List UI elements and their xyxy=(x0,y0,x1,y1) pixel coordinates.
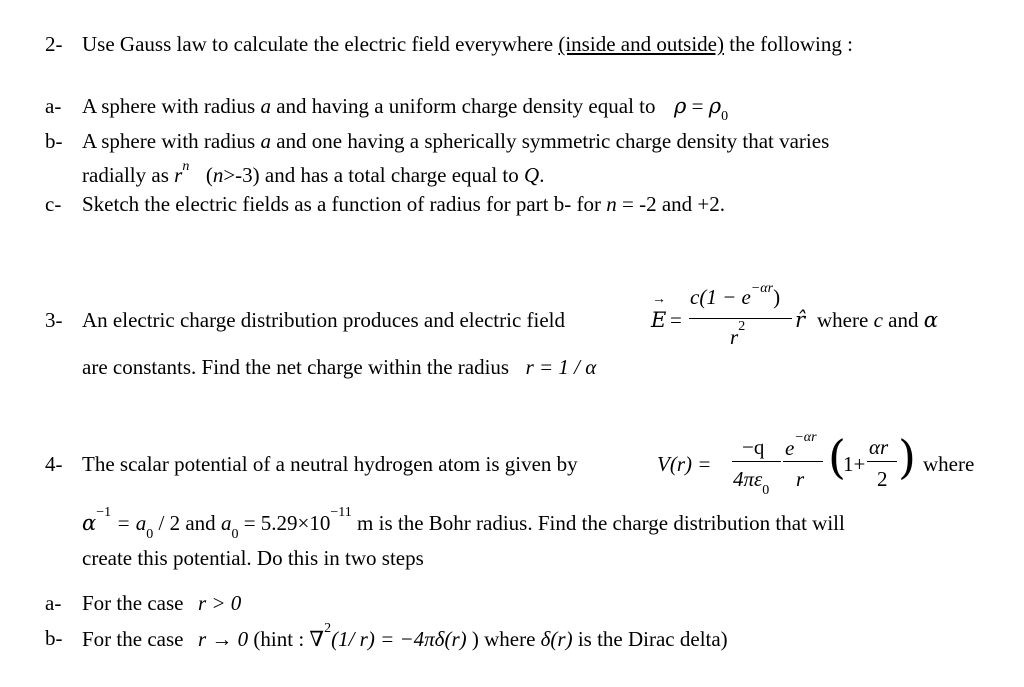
field-numerator-exp: −αr xyxy=(750,281,774,296)
field-numerator-close: ) xyxy=(773,285,781,309)
question-4b-formula: r → 0 xyxy=(197,627,249,651)
question-2-number: 2- xyxy=(45,32,63,56)
field-numerator xyxy=(690,281,781,309)
where-word: where xyxy=(817,308,869,332)
question-3-where xyxy=(817,310,938,331)
question-2b-line-2-text: radially as xyxy=(82,163,169,187)
rho-zero-symbol: ρ xyxy=(708,94,722,118)
question-4-text: The scalar potential of a neutral hydrogen atom is given by xyxy=(82,452,578,476)
alpha-constant: α xyxy=(923,308,938,332)
question-2b-marker: b- xyxy=(45,129,63,153)
question-2-intro-text-a: Use Gauss law to calculate the electric field everywhere xyxy=(82,32,559,56)
question-4b-label: For the case xyxy=(82,627,184,651)
dirac-delta-text: is the Dirac delta) xyxy=(577,627,728,651)
a-zero-subscript: 0 xyxy=(146,527,154,543)
field-numerator-text: c(1 − e xyxy=(690,285,751,309)
question-4b-text xyxy=(82,621,728,651)
bohr-exponent: −11 xyxy=(330,505,352,520)
question-4a-marker: a- xyxy=(45,591,62,615)
question-4-line-3: create this potential. Do this in two steps xyxy=(82,546,424,570)
and-word: and xyxy=(888,308,919,332)
question-2c-label-2: = -2 and +2. xyxy=(621,192,725,216)
potential-V: V(r) = xyxy=(657,452,712,476)
nabla-symbol: ∇ xyxy=(309,627,325,651)
fraction-3-bar xyxy=(867,461,897,462)
r-hat-symbol: r̂ xyxy=(795,308,806,332)
fraction-2-numerator xyxy=(785,430,817,460)
condition-n: n xyxy=(212,163,224,187)
divide-two: / 2 xyxy=(158,511,181,535)
hint-label: (hint : xyxy=(253,627,305,651)
period: . xyxy=(539,163,545,187)
question-2b-line-2 xyxy=(82,159,545,187)
bohr-a-subscript: 0 xyxy=(231,527,239,543)
alpha-symbol: α xyxy=(82,511,97,535)
question-4-line-2 xyxy=(82,505,845,543)
question-2c-n: n xyxy=(606,192,617,216)
rho-zero-subscript: 0 xyxy=(721,109,729,125)
question-2-intro-underlined: (inside and outside) xyxy=(558,32,724,56)
condition-open: ( xyxy=(205,163,213,187)
equals-a: = a xyxy=(116,511,147,535)
question-2b-text xyxy=(82,131,829,152)
one-plus: 1+ xyxy=(843,452,866,476)
question-3-line-2 xyxy=(82,357,596,378)
fraction-2-bar xyxy=(783,461,823,462)
meter-unit: m xyxy=(357,511,374,535)
equals-symbol: = xyxy=(691,94,704,118)
question-3-text: An electric charge distribution produces and electric field xyxy=(82,308,565,332)
condition-rest: >-3) and has a total charge equal to xyxy=(223,163,519,187)
exp-exponent: −αr xyxy=(794,430,817,445)
question-4a-text xyxy=(82,593,241,614)
left-paren: ( xyxy=(828,430,846,484)
electric-field-E: E xyxy=(651,308,667,332)
question-4b-marker: b- xyxy=(45,626,63,650)
total-charge-Q: Q xyxy=(524,163,540,187)
question-2c-label: Sketch the electric fields as a function of radius for part b- for xyxy=(82,192,601,216)
nabla-exponent: 2 xyxy=(324,621,332,636)
right-paren: ) xyxy=(898,430,916,484)
hint-formula: (1/ r) = −4πδ(r) xyxy=(331,627,467,651)
fraction-3-numerator: αr xyxy=(869,435,889,459)
fraction-2-denominator: r xyxy=(796,467,805,491)
question-4-number: 4- xyxy=(45,452,63,476)
question-2-intro xyxy=(82,34,853,55)
question-4-where: where xyxy=(923,452,975,476)
fraction-1-bar xyxy=(732,461,781,462)
equals-sign: = xyxy=(670,308,682,332)
alpha-inverse-exp: −1 xyxy=(96,505,112,520)
field-denominator xyxy=(730,319,746,349)
question-2a-label-2: and having a uniform charge density equal to xyxy=(276,94,656,118)
and-word-2: and xyxy=(185,511,216,535)
field-denominator-r: r xyxy=(730,325,739,349)
hint-end: ) where xyxy=(471,627,536,651)
exp-e: e xyxy=(785,436,795,460)
question-2b-label-2: and one having a spherically symmetric charge density that varies xyxy=(276,129,830,153)
question-4-line-2-rest: is the Bohr radius. Find the charge distribution that will xyxy=(378,511,845,535)
radius-formula: r = 1 / α xyxy=(525,355,597,379)
fraction-1-denominator xyxy=(733,467,770,499)
n-exponent: n xyxy=(182,159,190,174)
question-2c-marker: c- xyxy=(45,192,62,216)
question-2a-marker: a- xyxy=(45,94,62,118)
fraction-1-numerator: −q xyxy=(742,435,765,459)
question-2-intro-text-b: the following : xyxy=(724,32,853,56)
delta-function: δ(r) xyxy=(540,627,573,651)
question-2a-var: a xyxy=(260,94,271,118)
bohr-a: a xyxy=(220,511,232,535)
question-4a-formula: r > 0 xyxy=(197,591,242,615)
four-pi-epsilon: 4πε xyxy=(733,467,763,491)
epsilon-subscript: 0 xyxy=(762,483,770,499)
rho-symbol: ρ xyxy=(674,94,687,118)
fraction-3-denominator: 2 xyxy=(877,467,888,491)
question-3-number: 3- xyxy=(45,308,63,332)
question-4a-label: For the case xyxy=(82,591,184,615)
question-2b-label: A sphere with radius xyxy=(82,129,256,153)
c-constant: c xyxy=(873,308,883,332)
vector-arrow: → xyxy=(652,292,666,307)
question-2a-text xyxy=(82,94,729,125)
question-2c-text xyxy=(82,194,725,215)
bohr-value: = 5.29×10 xyxy=(243,511,331,535)
question-2b-var: a xyxy=(260,129,271,153)
r-variable: r xyxy=(174,163,183,187)
question-2a-label: A sphere with radius xyxy=(82,94,256,118)
question-3-line-2-text: are constants. Find the net charge within the radius xyxy=(82,355,510,379)
field-denominator-exp: 2 xyxy=(738,319,746,334)
